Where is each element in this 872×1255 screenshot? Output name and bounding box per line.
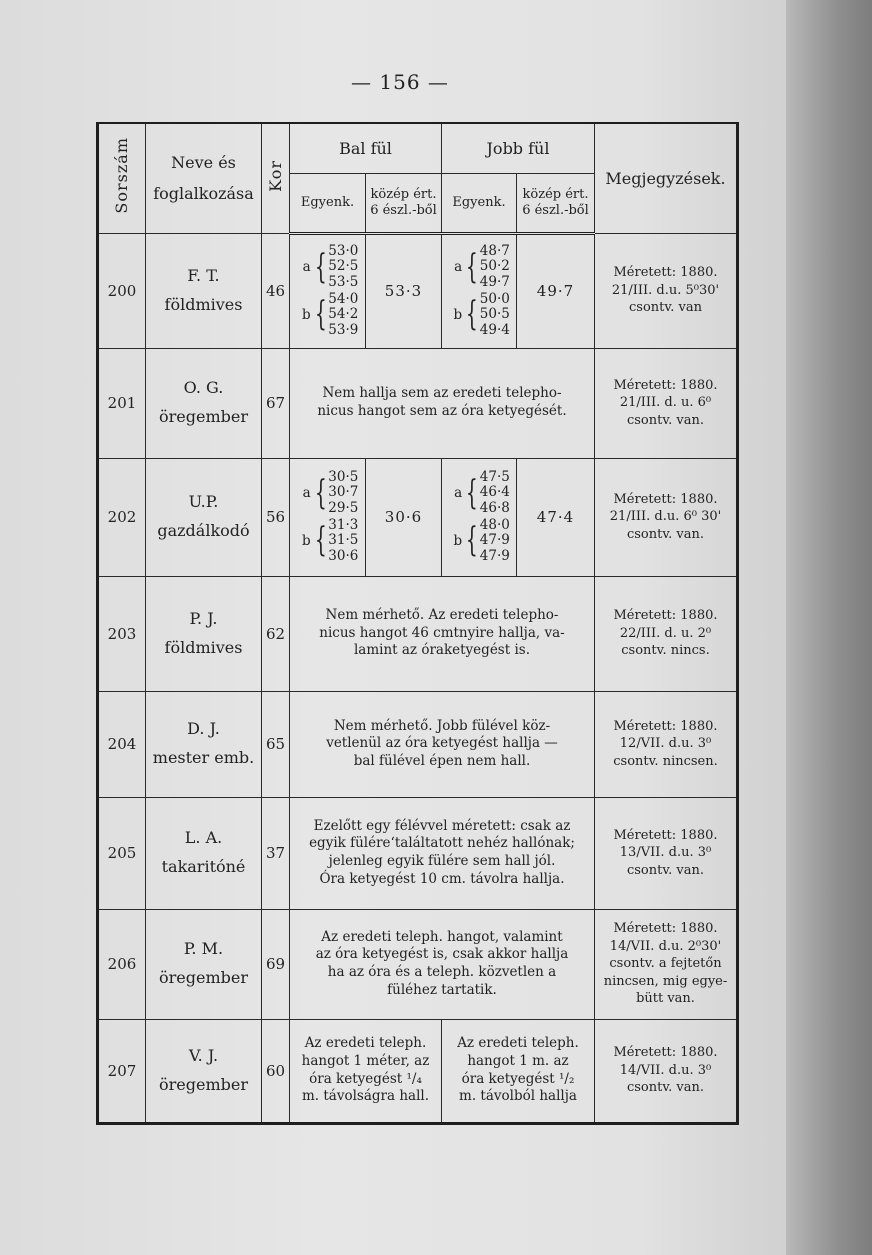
- remark-line: 22/III. d. u. 2⁰: [619, 625, 712, 641]
- note-line: Nem hallja sem az eredeti telepho-: [322, 385, 562, 402]
- measurement-value: 54·0: [328, 290, 359, 307]
- note-line: óra ketyegést ¹/₄: [309, 1070, 422, 1087]
- table-row: [98, 909, 738, 1019]
- page-edge-shadow: [786, 0, 872, 1255]
- measurement-value: 47·5: [479, 468, 510, 485]
- table-row: [98, 233, 738, 348]
- header-right-ear: Jobb fül: [442, 123, 595, 173]
- note-line: nicus hangot sem az óra ketyegését.: [317, 403, 567, 419]
- header-remarks: Megjegyzések.: [595, 123, 738, 233]
- measurement-value: 53·5: [328, 273, 359, 290]
- header-left-avg-line2: 6 észl.-ből: [370, 202, 437, 218]
- header-name-line2: foglalkozása: [153, 184, 254, 204]
- observation-note: [290, 909, 595, 1019]
- row-number: 204: [98, 691, 146, 797]
- remark-line: 21/III. d.u. 6⁰ 30': [609, 509, 722, 525]
- header-right-avg-line1: közép ért.: [522, 186, 589, 202]
- measurement-value: 49·4: [479, 321, 510, 338]
- table-row: [98, 348, 738, 458]
- measurement-value: 30·5: [328, 468, 359, 485]
- note-line: bal fülével épen nem hall.: [353, 752, 531, 769]
- remarks-cell: [595, 909, 738, 1019]
- left-single-measurements: a { 53·0 52·5 53·5 b { 54·0 54·2 53·9: [290, 233, 366, 348]
- measurement-value: 52·5: [328, 258, 359, 275]
- remarks-cell: [595, 576, 738, 691]
- header-sorszam: Sorszám: [98, 123, 146, 233]
- row-number: 206: [98, 909, 146, 1019]
- person-age: 60: [262, 1019, 290, 1123]
- left-average: 30·6: [366, 458, 442, 576]
- remark-line: Méretett: 1880.: [613, 921, 718, 937]
- right-ear-note: [442, 1019, 595, 1123]
- row-number: 203: [98, 576, 146, 691]
- remark-line: 21/III. d.u. 5⁰30': [611, 282, 720, 298]
- person-occupation: öregember: [159, 1074, 248, 1094]
- note-line: Az eredeti teleph.: [304, 1035, 427, 1052]
- measurement-value: 30·7: [328, 484, 359, 501]
- person-name: D. J.: [187, 719, 220, 739]
- table-row: [98, 797, 738, 909]
- page-number: — 156 —: [351, 70, 449, 94]
- note-line: füléhez tartatik.: [387, 981, 497, 998]
- remark-line: Méretett: 1880.: [613, 265, 718, 281]
- measurement-value: 47·9: [479, 547, 510, 564]
- remark-line: 12/VII. d.u. 3⁰: [619, 736, 712, 752]
- group-b-label: b: [301, 532, 311, 549]
- measurement-value: 53·0: [328, 242, 359, 259]
- left-single-measurements: a { 30·5 30·7 29·5 b { 31·3 31·5 30·6: [290, 458, 366, 576]
- person-cell: [146, 348, 262, 458]
- person-cell: [146, 233, 262, 348]
- group-a-label: a: [302, 485, 311, 502]
- remark-line: nincsen, mig egye-: [603, 973, 728, 989]
- person-name: P. M.: [183, 939, 224, 959]
- person-cell: [146, 1019, 262, 1123]
- remarks-cell: [595, 1019, 738, 1123]
- measurement-value: 29·5: [328, 499, 359, 516]
- header-right-single: Egyenk.: [442, 173, 517, 233]
- person-age: 69: [262, 909, 290, 1019]
- person-name: P. J.: [189, 608, 218, 628]
- right-single-measurements: a { 48·7 50·2 49·7 b { 50·0 50·5 49·4: [442, 233, 517, 348]
- remark-line: Méretett: 1880.: [613, 718, 718, 734]
- header-left-single: Egyenk.: [290, 173, 366, 233]
- header-age: Kor: [262, 123, 290, 233]
- remark-line: Méretett: 1880.: [613, 1045, 718, 1061]
- group-a-label: a: [454, 485, 463, 502]
- remark-line: Méretett: 1880.: [613, 608, 718, 624]
- row-number: 202: [98, 458, 146, 576]
- remark-line: Méretett: 1880.: [613, 827, 718, 843]
- person-name: L. A.: [184, 828, 223, 848]
- note-line: Az eredeti teleph.: [457, 1035, 579, 1052]
- measurement-value: 50·0: [479, 290, 510, 307]
- group-b-label: b: [453, 532, 463, 549]
- group-b-label: b: [453, 306, 463, 323]
- note-line: Óra ketyegést 10 cm. távolra hallja.: [319, 870, 565, 887]
- person-occupation: öregember: [159, 407, 248, 426]
- remark-line: csontv. van.: [626, 1080, 705, 1096]
- person-age: 65: [262, 691, 290, 797]
- remark-line: csontv. van.: [626, 412, 705, 428]
- remark-line: 14/VII. d.u. 3⁰: [619, 1062, 712, 1078]
- group-b-label: b: [301, 306, 311, 323]
- row-number: 205: [98, 797, 146, 909]
- note-line: Az eredeti teleph. hangot, valamint: [321, 928, 563, 945]
- person-cell: [146, 576, 262, 691]
- note-line: Ezelőtt egy félévvel méretett: csak az: [313, 817, 571, 834]
- person-name: O. G.: [183, 378, 224, 398]
- measurement-value: 49·7: [479, 273, 510, 290]
- person-occupation: gazdálkodó: [157, 521, 250, 540]
- hearing-test-table: [96, 122, 739, 1125]
- measurement-value: 31·3: [328, 516, 359, 533]
- person-age: 37: [262, 797, 290, 909]
- note-line: egyik füléreʻtaláltatott nehéz hallónak;: [309, 835, 575, 852]
- header-name-line1: Neve és: [171, 153, 236, 173]
- remark-line: Méretett: 1880.: [613, 491, 718, 507]
- remarks-cell: [595, 797, 738, 909]
- header-name: [146, 123, 262, 233]
- header-left-avg-line1: közép ért.: [370, 186, 437, 202]
- row-number: 201: [98, 348, 146, 458]
- person-occupation: mester emb.: [152, 748, 255, 767]
- person-age: 56: [262, 458, 290, 576]
- note-line: az óra ketyegést is, csak akkor hallja: [315, 946, 569, 963]
- person-cell: [146, 797, 262, 909]
- person-cell: [146, 691, 262, 797]
- header-right-avg: [517, 173, 595, 233]
- note-line: hangot 1 méter, az: [301, 1052, 430, 1069]
- measurement-value: 30·6: [328, 547, 359, 564]
- right-average: 47·4: [517, 458, 595, 576]
- table-row: [98, 576, 738, 691]
- remark-line: csontv. van: [629, 300, 702, 316]
- measurement-value: 48·0: [479, 516, 510, 533]
- note-line: Nem mérhető. Jobb fülével köz-: [333, 717, 551, 734]
- remark-line: bütt van.: [636, 991, 695, 1007]
- measurement-value: 31·5: [328, 532, 359, 549]
- group-a-label: a: [302, 259, 311, 276]
- note-line: óra ketyegést ¹/₂: [461, 1070, 575, 1087]
- remark-line: csontv. nincs.: [621, 643, 710, 659]
- observation-note: [290, 576, 595, 691]
- remark-line: 21/III. d. u. 6⁰: [619, 395, 712, 411]
- left-average: 53·3: [366, 233, 442, 348]
- header-left-avg: [366, 173, 442, 233]
- remark-line: Méretett: 1880.: [613, 377, 718, 393]
- note-line: m. távolságra hall.: [301, 1088, 429, 1105]
- row-number: 207: [98, 1019, 146, 1123]
- group-a-label: a: [454, 259, 463, 276]
- note-line: vetlenül az óra ketyegést hallja —: [326, 735, 558, 752]
- header-left-ear: Bal fül: [290, 123, 442, 173]
- table-row: [98, 1019, 738, 1123]
- remarks-cell: [595, 348, 738, 458]
- note-line: jelenleg egyik fülére sem hall jól.: [328, 853, 556, 869]
- remark-line: csontv. van.: [626, 526, 705, 542]
- person-name: V. J.: [188, 1045, 219, 1065]
- measurement-value: 54·2: [328, 306, 359, 323]
- person-age: 46: [262, 233, 290, 348]
- row-number: 200: [98, 233, 146, 348]
- remarks-cell: [595, 233, 738, 348]
- remarks-cell: [595, 691, 738, 797]
- observation-note: [290, 691, 595, 797]
- right-single-measurements: a { 47·5 46·4 46·8 b { 48·0 47·9 47·9: [442, 458, 517, 576]
- note-line: ha az óra és a teleph. közvetlen a: [327, 964, 557, 980]
- measurement-value: 47·9: [479, 532, 510, 549]
- person-name: F. T.: [187, 265, 220, 285]
- person-occupation: földmives: [164, 637, 243, 657]
- remark-line: csontv. nincsen.: [613, 753, 718, 769]
- measurement-value: 46·4: [479, 484, 510, 501]
- measurement-value: 46·8: [479, 499, 510, 516]
- measurement-value: 50·2: [479, 258, 510, 275]
- measurement-value: 50·5: [479, 306, 510, 323]
- person-cell: [146, 909, 262, 1019]
- person-occupation: öregember: [159, 968, 248, 987]
- person-age: 67: [262, 348, 290, 458]
- note-line: hangot 1 m. az: [467, 1052, 569, 1069]
- person-occupation: takaritóné: [161, 857, 246, 876]
- note-line: lamint az óraketyegést is.: [353, 642, 530, 659]
- note-line: Nem mérhető. Az eredeti telepho-: [325, 607, 559, 624]
- right-average: 49·7: [517, 233, 595, 348]
- remark-line: csontv. a fejtetőn: [609, 956, 722, 972]
- person-age: 62: [262, 576, 290, 691]
- remark-line: 13/VII. d.u. 3⁰: [619, 845, 712, 861]
- left-ear-note: [290, 1019, 442, 1123]
- table-row: [98, 458, 738, 576]
- person-cell: [146, 458, 262, 576]
- measurement-value: 48·7: [479, 242, 510, 259]
- observation-note: [290, 348, 595, 458]
- note-line: m. távolból hallja: [459, 1088, 577, 1105]
- observation-note: [290, 797, 595, 909]
- remark-line: 14/VII. d.u. 2⁰30': [609, 938, 722, 954]
- remarks-cell: [595, 458, 738, 576]
- header-right-avg-line2: 6 észl.-ből: [522, 202, 589, 218]
- table-row: [98, 691, 738, 797]
- person-occupation: földmives: [164, 294, 243, 314]
- note-line: nicus hangot 46 cmtnyire hallja, va-: [319, 624, 565, 641]
- remark-line: csontv. van.: [626, 862, 705, 878]
- measurement-value: 53·9: [328, 321, 359, 338]
- person-name: U.P.: [188, 492, 219, 512]
